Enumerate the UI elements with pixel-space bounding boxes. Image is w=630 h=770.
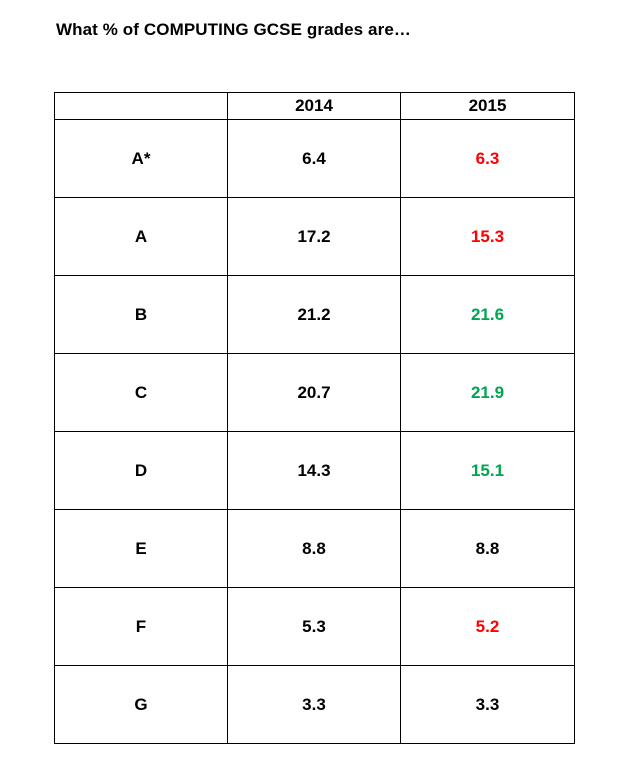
grade-cell: D <box>55 432 228 510</box>
table-row <box>55 510 575 588</box>
value-2015-cell: 15.1 <box>401 432 575 510</box>
table-row <box>55 588 575 666</box>
value-2014-cell: 17.2 <box>228 198 401 276</box>
value-2014-cell: 20.7 <box>228 354 401 432</box>
value-2014-cell: 8.8 <box>228 510 401 588</box>
value-2015-cell: 8.8 <box>401 510 575 588</box>
value-2015-cell: 21.9 <box>401 354 575 432</box>
value-2014-cell: 3.3 <box>228 666 401 744</box>
header-2014: 2014 <box>228 93 401 120</box>
table-header-row <box>55 93 575 120</box>
table-row <box>55 120 575 198</box>
grade-cell: A <box>55 198 228 276</box>
table-row <box>55 198 575 276</box>
grade-cell: C <box>55 354 228 432</box>
value-2015-cell: 21.6 <box>401 276 575 354</box>
value-2015-cell: 3.3 <box>401 666 575 744</box>
grade-cell: A* <box>55 120 228 198</box>
table-row <box>55 354 575 432</box>
table-row <box>55 276 575 354</box>
grade-cell: F <box>55 588 228 666</box>
value-2014-cell: 21.2 <box>228 276 401 354</box>
table-row <box>55 666 575 744</box>
value-2014-cell: 14.3 <box>228 432 401 510</box>
grade-cell: B <box>55 276 228 354</box>
header-2015: 2015 <box>401 93 575 120</box>
value-2014-cell: 5.3 <box>228 588 401 666</box>
grades-table <box>54 92 575 744</box>
value-2014-cell: 6.4 <box>228 120 401 198</box>
value-2015-cell: 15.3 <box>401 198 575 276</box>
grade-cell: G <box>55 666 228 744</box>
table-row <box>55 432 575 510</box>
value-2015-cell: 5.2 <box>401 588 575 666</box>
grade-cell: E <box>55 510 228 588</box>
value-2015-cell: 6.3 <box>401 120 575 198</box>
page-title: What % of COMPUTING GCSE grades are… <box>56 20 411 39</box>
header-grade <box>55 93 228 120</box>
